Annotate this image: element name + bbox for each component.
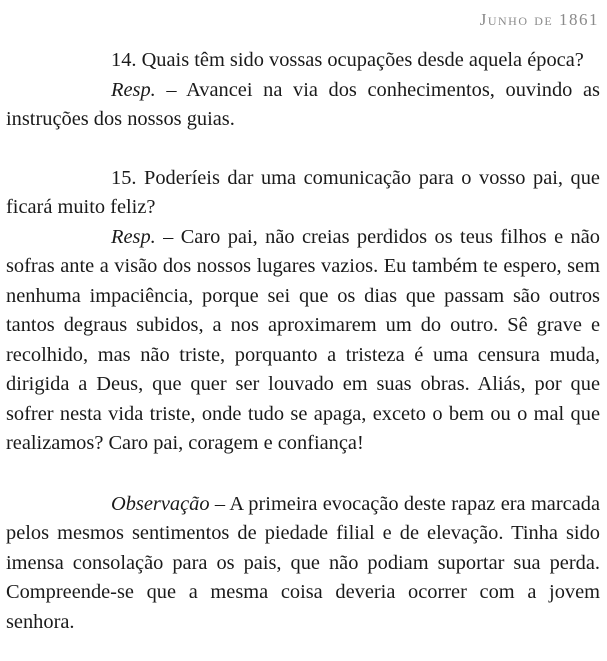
running-header: Junho de 1861 (479, 10, 599, 29)
answer-label: Resp. (111, 225, 156, 248)
observation-label: Observação (111, 492, 210, 515)
observation (6, 490, 600, 638)
question-14: 14. Quais têm sido vossas ocupações desde aquela época? (111, 49, 584, 71)
answer-15 (6, 223, 600, 459)
question-15: 15. Poderíeis dar uma comunicação para o vosso pai, que ficará muito feliz? (6, 166, 600, 218)
answer-label: Resp. (111, 78, 156, 101)
observation-text: – A primeira evocação deste rapaz era marcada pelos mesmos sentimentos de piedade filial e de elevação. Tinha sido imensa consolação para os pais, que não podiam suportar sua perda. Compreende-se que a mesma coisa deveria ocorrer com a jovem senhora. (6, 492, 600, 633)
answer-text: – Avancei na via dos conhecimentos, ouvindo as instruções dos nossos guias. (6, 78, 600, 130)
answer-14 (6, 76, 600, 135)
answer-text: – Caro pai, não creias perdidos os teus filhos e não sofras ante a visão dos nossos lugares vazios. Eu também te espero, sem nenhuma impaciência, porque sei que os dias que passam são outros tantos degraus subidos, a nos aproximarem um do outro. Sê grave e recolhido, mas não triste, porquanto a tristeza é uma censura muda, dirigida a Deus, que quer ser louvado em suas obras. Aliás, por que sofrer nesta vida triste, onde tudo se apaga, exceto o bem ou o mal que realizamos? Caro pai, coragem e confiança! (6, 225, 600, 454)
body-text (6, 46, 600, 637)
